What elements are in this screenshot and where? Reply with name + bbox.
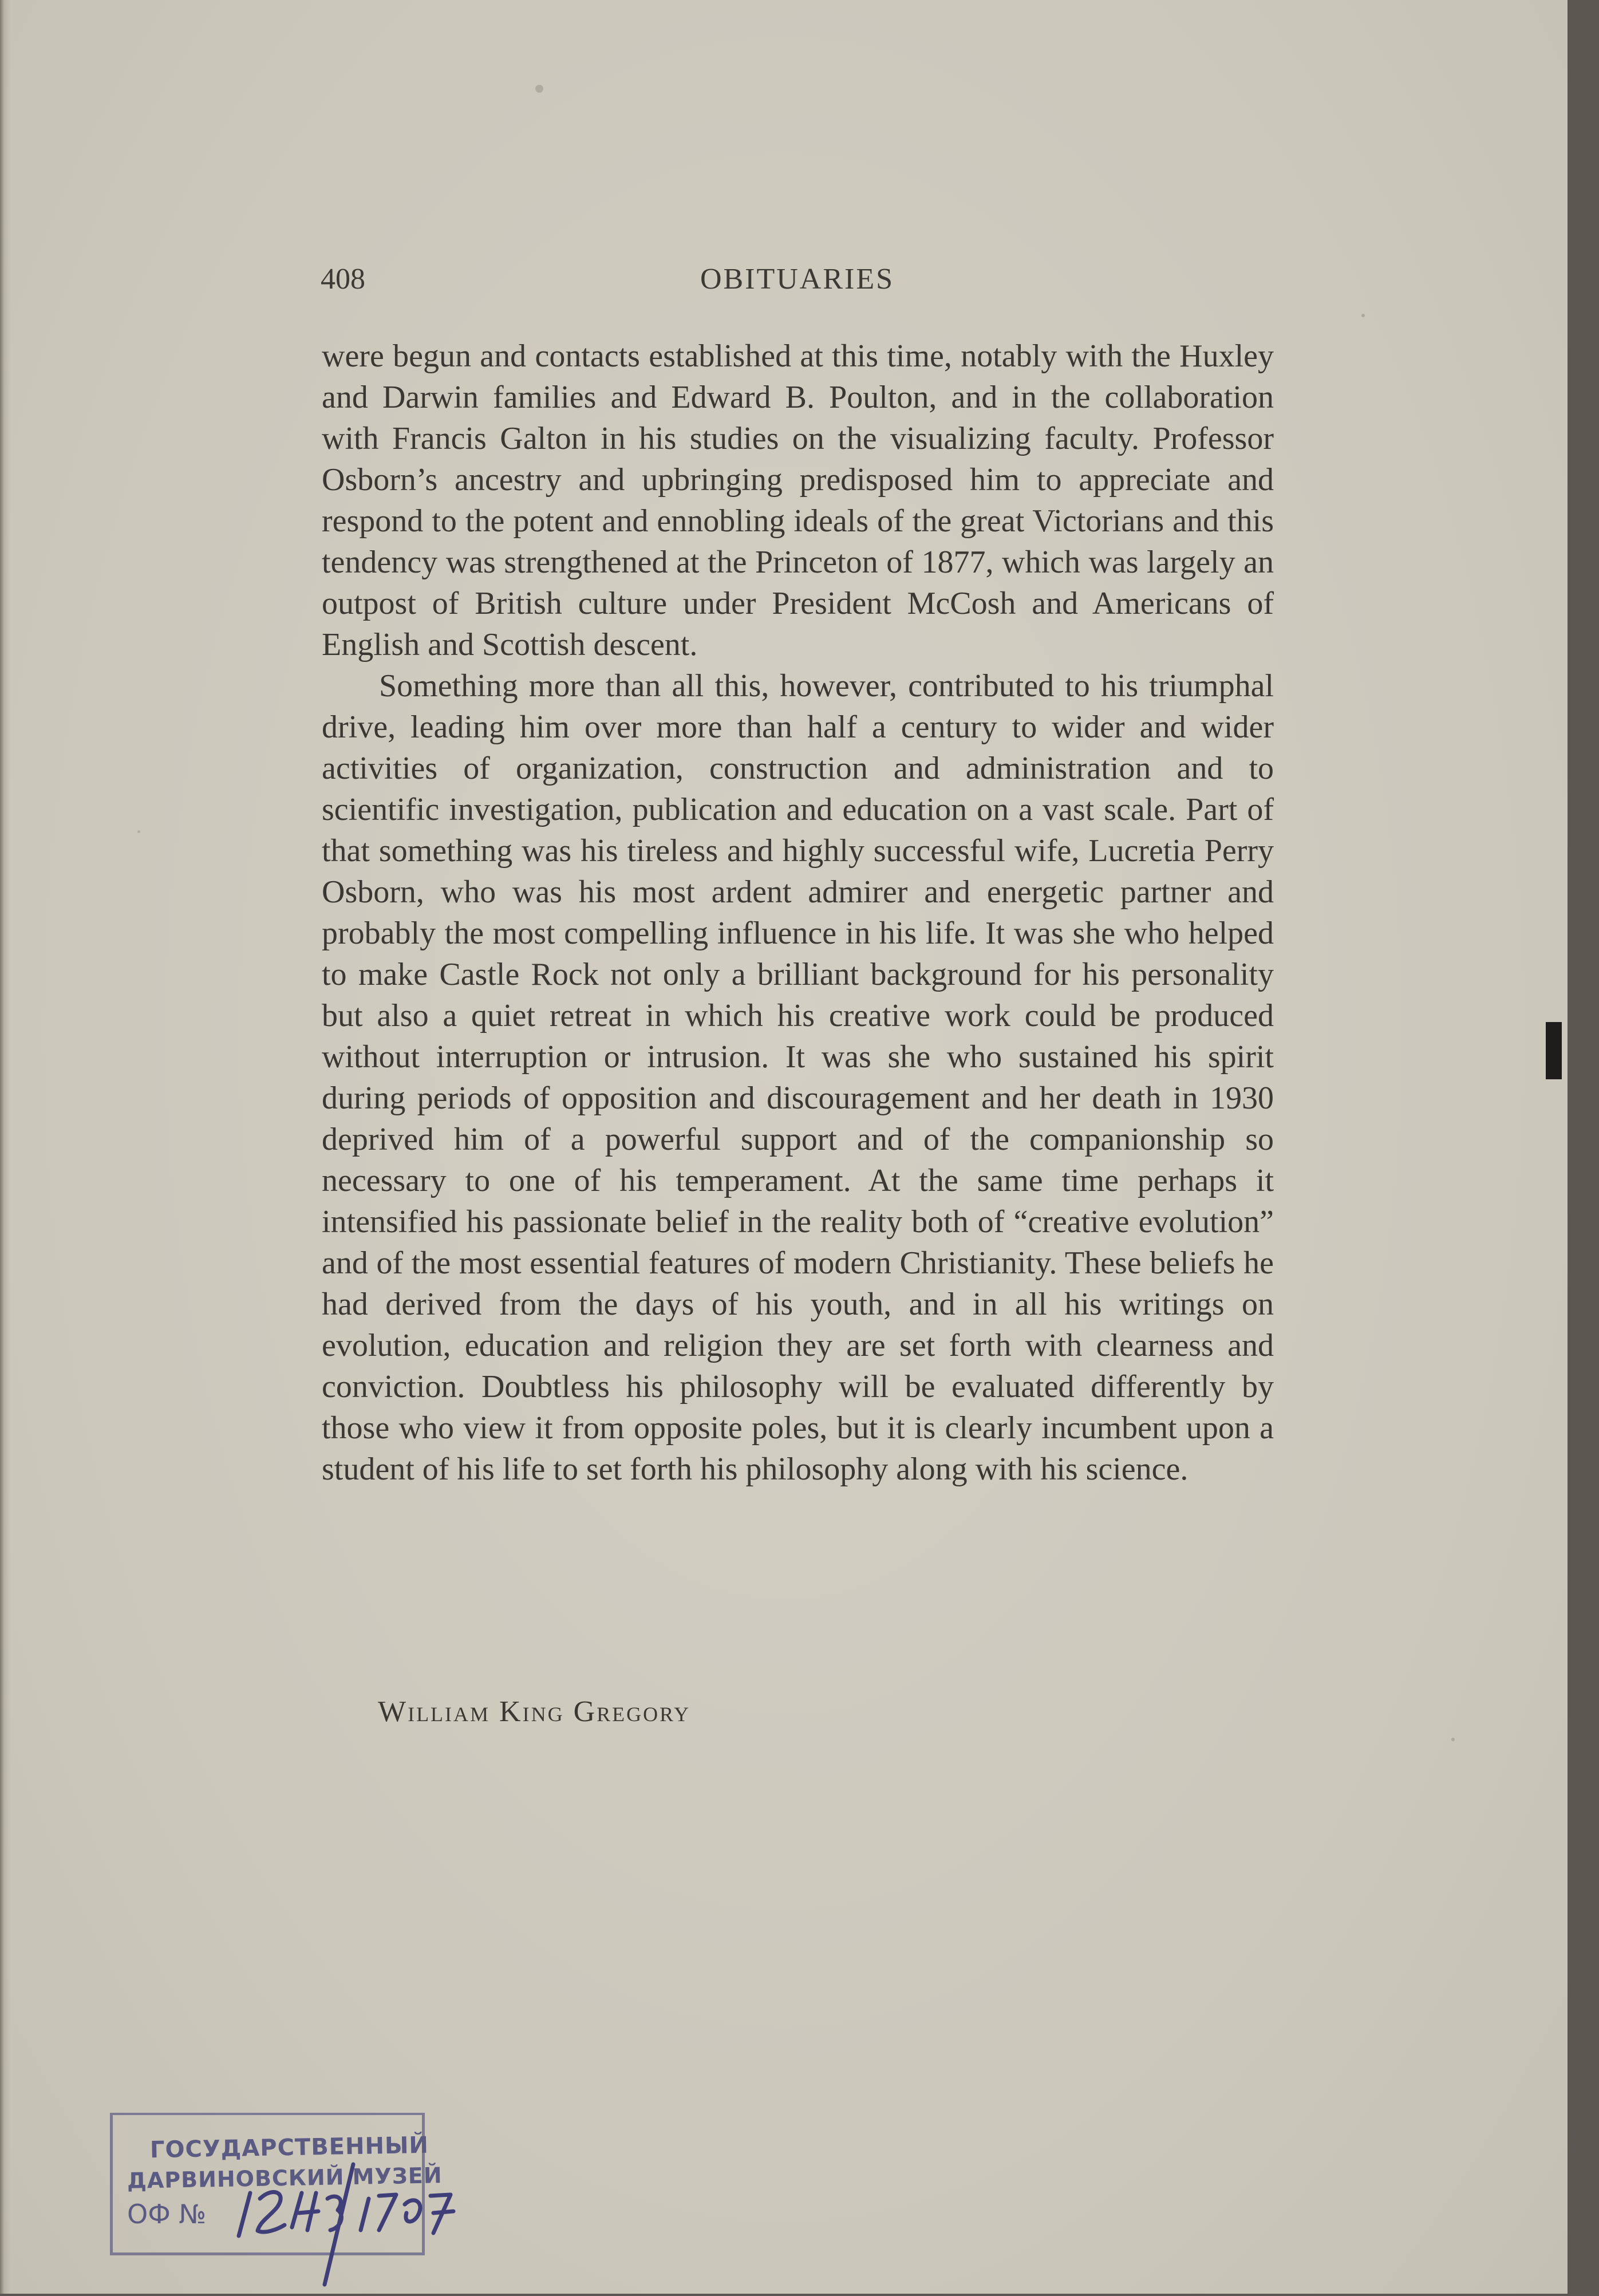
paragraph: were begun and contacts established at this time, notably with the Huxley and Darwin families and Edward B. Poulton, and in the collaboration with Francis Galton in his studies on the visualizing faculty. Professor Osborn’s ancestry and upbringing predisposed him to appreciate and respond to the potent and ennobling ideals of the great Victorians and this tendency was strengthened at the Princeton of 1877, which was largely an outpost of British culture under President McCosh and Americans of English and Scottish descent. <box>322 338 1274 662</box>
paper-speck <box>1361 314 1365 317</box>
paper-speck <box>137 830 140 833</box>
obituary-text <box>322 336 1274 1490</box>
author-signature: William King Gregory <box>378 1695 691 1728</box>
page-number: 408 <box>321 263 365 295</box>
page-left-edge <box>0 0 10 2294</box>
museum-stamp <box>110 2113 443 2256</box>
handwritten-inventory-number <box>110 2113 522 2296</box>
stamp-line-3: ОФ № <box>127 2199 207 2230</box>
running-head <box>321 262 1274 303</box>
stamp-line-2: ДАРВИНОВСКИЙ МУЗЕЙ <box>127 2163 443 2194</box>
page-edge-tab-mark <box>1546 1022 1562 1079</box>
paragraph: Something more than all this, however, contributed to his triumphal drive, leading him over more than half a century to wider and wider activities of organization, construction and administration and to scientific investigation, publication and education on a vast scale. Part of that something was his tireless and highly successful wife, Lucretia Perry Osborn, who was his most ardent admirer and energetic partner and probably the most compelling influence in his life. It was she who helped to make Castle Rock not only a brilliant background for his personality but also a quiet retreat in which his creative work could be produced without interruption or intrusion. It was she who sustained his spirit during periods of opposition and discouragement and her death in 1930 deprived him of a powerful support and of the companionship so necessary to one of his temperament. At the same time perhaps it intensified his passionate belief in the reality both of “creative evolution” and of the most essential features of modern Christianity. These beliefs he had derived from the days of his youth, and in all his writings on evolution, education and religion they are set forth with clearness and conviction. Doubtless his philosophy will be evaluated differently by those who view it from opposite poles, but it is clearly incumbent upon a student of his life to set forth his philosophy along with his science. <box>322 668 1274 1487</box>
section-title: OBITUARIES <box>700 263 895 295</box>
paper-speck <box>535 85 543 93</box>
paper-speck <box>1451 1738 1455 1741</box>
stamp-line-1: ГОСУДАРСТВЕННЫЙ <box>149 2132 429 2164</box>
scan-background-margin <box>1568 0 1599 2294</box>
